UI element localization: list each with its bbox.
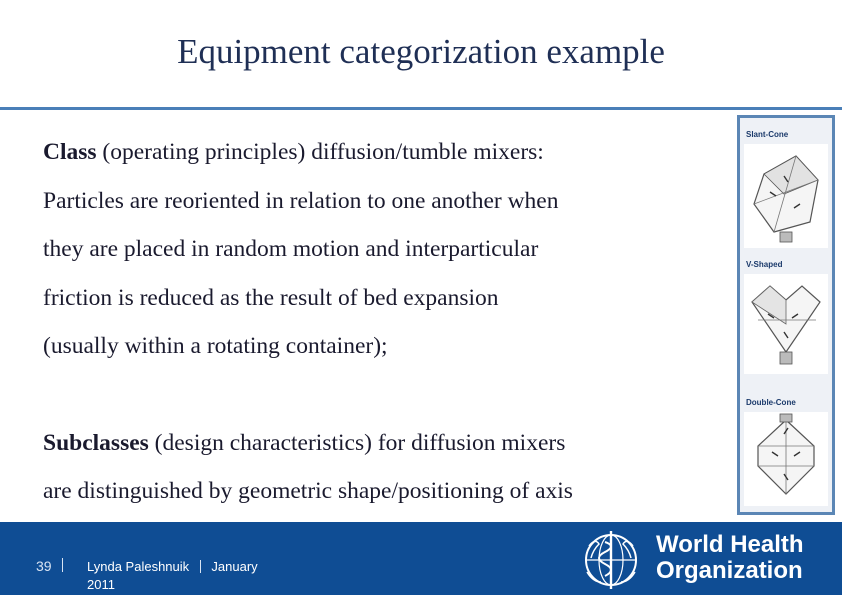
slant-cone-mixer-icon <box>744 144 828 248</box>
class-paragraph-line-1: Class (operating principles) diffusion/tumble mixers: <box>43 139 544 165</box>
subclasses-term: Subclasses <box>43 429 149 456</box>
class-paragraph-line-5: (usually within a rotating container); <box>43 333 388 359</box>
slide-title: Equipment categorization example <box>177 32 665 71</box>
class-paragraph-line-4: friction is reduced as the result of bed expansion <box>43 284 499 311</box>
footer-separator <box>200 560 201 573</box>
subclass-paragraph-line-2: are distinguished by geometric shape/positioning of axis <box>43 478 573 504</box>
org-name-line-2: Organization <box>656 557 803 584</box>
who-emblem-icon <box>572 528 650 592</box>
footer-separator <box>62 558 63 572</box>
page-number: 39 <box>36 558 52 574</box>
v-shaped-mixer-icon <box>744 274 828 374</box>
org-name-line-1: World Health <box>656 531 804 558</box>
body-text <box>43 128 723 564</box>
title-divider <box>0 107 842 110</box>
date-year: 2011 <box>87 577 115 592</box>
mixer-types-figure <box>737 115 835 515</box>
author-name: Lynda Paleshnuik <box>87 559 190 574</box>
v-shaped-label: V-Shaped <box>746 260 783 269</box>
slant-cone-label: Slant-Cone <box>746 130 789 139</box>
organization-name <box>656 532 804 584</box>
double-cone-mixer-icon <box>744 412 828 506</box>
class-term: Class <box>43 139 97 165</box>
class-paragraph-line-2: Particles are reoriented in relation to one another when <box>43 187 559 214</box>
author-info <box>87 558 258 594</box>
footer-bar <box>0 522 842 595</box>
date-month: January <box>211 559 258 574</box>
double-cone-label: Double-Cone <box>746 398 796 407</box>
class-paragraph-line-3: they are placed in random motion and interparticular <box>43 236 539 262</box>
subclass-paragraph-line-1: Subclasses (design characteristics) for diffusion mixers <box>43 429 566 456</box>
